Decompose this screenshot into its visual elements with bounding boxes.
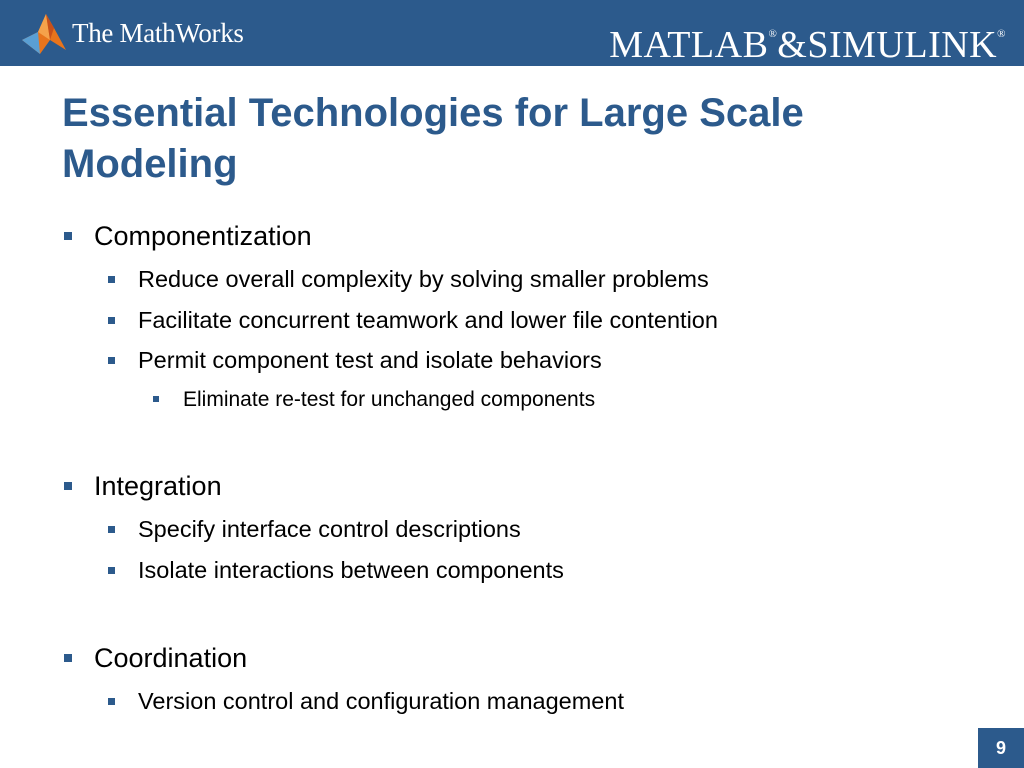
bullet-item — [138, 307, 718, 334]
brand-reg-mark: ® — [997, 28, 1006, 40]
bullet-text: Coordination — [94, 643, 248, 673]
brand-reg-mark: ® — [768, 28, 778, 40]
bullet-text: Integration — [94, 471, 222, 501]
bullet-item — [138, 688, 624, 715]
square-bullet-icon — [64, 654, 72, 662]
bullet-item — [183, 388, 595, 412]
bullet-item — [94, 643, 247, 674]
bullet-item — [138, 516, 521, 543]
bullet-item — [138, 557, 564, 584]
brand-ampersand: & — [777, 24, 808, 66]
bullet-item — [138, 266, 709, 293]
square-bullet-icon — [108, 276, 115, 283]
bullet-text: Componentization — [94, 221, 312, 251]
bullet-item — [138, 347, 602, 374]
bullet-text: Eliminate re-test for unchanged components — [183, 388, 596, 411]
square-bullet-icon — [153, 396, 159, 402]
square-bullet-icon — [64, 232, 72, 240]
page-number: 9 — [978, 728, 1024, 768]
bullet-text: Reduce overall complexity by solving smaller problems — [138, 266, 709, 292]
bullet-text: Facilitate concurrent teamwork and lower file contention — [138, 307, 718, 333]
square-bullet-icon — [108, 526, 115, 533]
square-bullet-icon — [108, 357, 115, 364]
bullet-text: Specify interface control descriptions — [138, 516, 521, 542]
bullet-item — [94, 221, 312, 252]
matlab-simulink-brand — [609, 14, 1006, 65]
bullet-text: Isolate interactions between components — [138, 557, 564, 583]
bullet-text: Version control and configuration management — [138, 688, 624, 714]
membrane-logo-icon — [20, 10, 68, 56]
brand-simulink-text: SIMULINK — [807, 24, 998, 66]
square-bullet-icon — [108, 567, 115, 574]
slide-title: Essential Technologies for Large Scale Modeling — [62, 91, 804, 186]
mathworks-logo-text: The MathWorks — [72, 17, 244, 48]
bullet-item — [94, 471, 222, 502]
mathworks-logo — [20, 10, 244, 56]
bullet-text: Permit component test and isolate behaviors — [138, 347, 602, 373]
slide-header-bar — [0, 0, 1024, 66]
square-bullet-icon — [108, 317, 115, 324]
square-bullet-icon — [108, 698, 115, 705]
square-bullet-icon — [64, 482, 72, 490]
brand-matlab-text: MATLAB — [609, 24, 769, 66]
